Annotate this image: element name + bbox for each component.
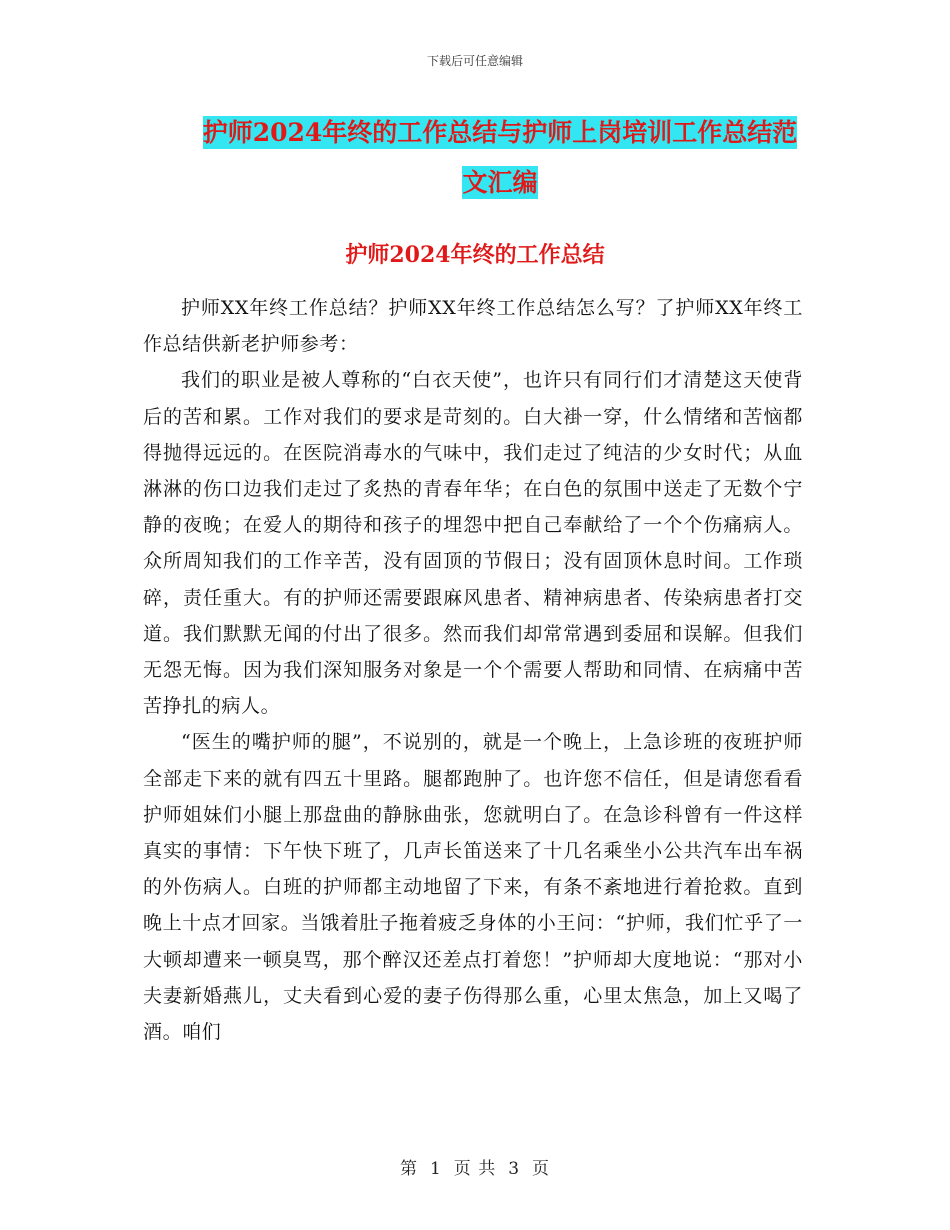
document-title-line-2: 文汇编 (462, 168, 538, 197)
paragraph-3: “医生的嘴护师的腿”，不说别的，就是一个晚上，上急诊班的夜班护师全部走下来的就有四五十里路。腿都跑肿了。也许您不信任，但是请您看看护师姐妹们小腿上那盘曲的静脉曲张，您就明白了。在急诊科曾有一件这样真实的事情：下午快下班了，几声长笛送来了十几名乘坐小公共汽车出车祸的外伤病人。白班的护师都主动地留了下来，有条不紊地进行着抢救。直到晚上十点才回家。当饿着肚子拖着疲乏身体的小王问：“护师，我们忙乎了一大顿却遭来一顿臭骂，那个醉汉还差点打着您！”护师却大度地说：“那对小夫妻新婚燕儿，丈夫看到心爱的妻子伤得那么重，心里太焦急，加上又喝了酒。咱们 (143, 731, 803, 1044)
document-title-line-1: 护师2024年终的工作总结与护师上岗培训工作总结范 (202, 118, 798, 147)
page-footer (0, 1154, 950, 1179)
header-note: 下载后可任意编辑 (426, 54, 523, 68)
footer-suffix: 页 (532, 1159, 551, 1179)
section-title: 护师2024年终的工作总结 (345, 242, 605, 268)
footer-mid: 页 共 (453, 1159, 497, 1179)
document-title (150, 108, 850, 208)
footer-total-pages: 3 (508, 1159, 521, 1179)
document-body (143, 290, 803, 1050)
footer-prefix: 第 (399, 1159, 418, 1179)
footer-page-number: 1 (429, 1159, 442, 1179)
paragraph-1: 护师XX年终工作总结？护师XX年终工作总结怎么写？了护师XX年终工作总结供新老护师参考： (143, 297, 803, 356)
paragraph-2: 我们的职业是被人尊称的“白衣天使”，也许只有同行们才清楚这天使背后的苦和累。工作对我们的要求是苛刻的。白大褂一穿，什么情绪和苦恼都得抛得远远的。在医院消毒水的气味中，我们走过了纯洁的少女时代；从血淋淋的伤口边我们走过了炙热的青春年华；在白色的氛围中送走了无数个宁静的夜晚；在爱人的期待和孩子的埋怨中把自己奉献给了一个个伤痛病人。众所周知我们的工作辛苦，没有固顶的节假日；没有固顶休息时间。工作琐碎，责任重大。有的护师还需要跟麻风患者、精神病患者、传染病患者打交道。我们默默无闻的付出了很多。然而我们却常常遇到委屈和误解。但我们无怨无悔。因为我们深知服务对象是一个个需要人帮助和同情、在病痛中苦苦挣扎的病人。 (143, 369, 803, 718)
